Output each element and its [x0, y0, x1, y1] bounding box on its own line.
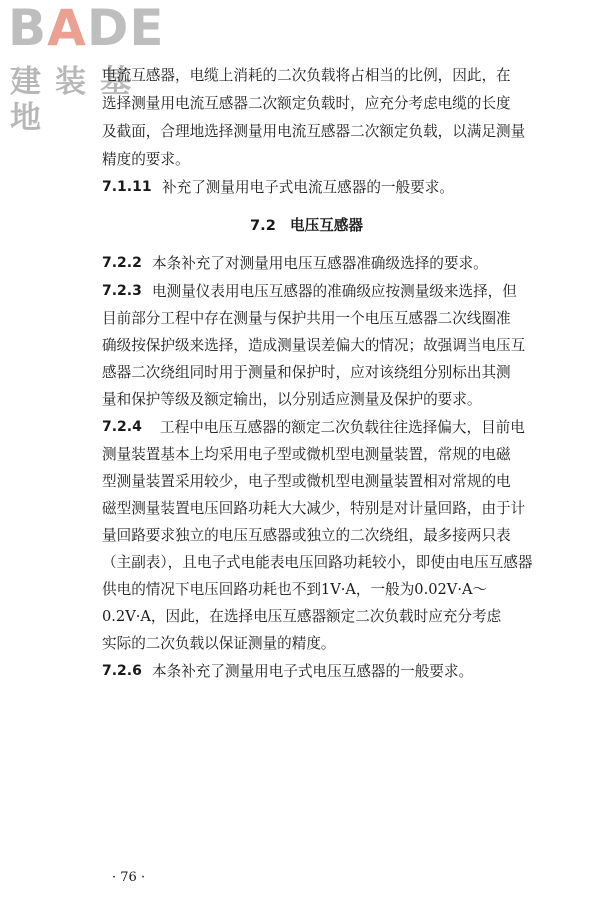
- clause-7-2-3: 7.2.3 电测量仪表用电压互感器的准确级应按测量级来选择，但: [0, 278, 600, 305]
- page-number: · 76 ·: [112, 870, 146, 885]
- text-line: 0.2V·A，因此，在选择电压互感器额定二次负载时应充分考虑: [102, 608, 502, 625]
- text-line: 磁型测量装置电压回路功耗大大减少，特别是对计量回路，由于计: [102, 500, 526, 517]
- text-line: 电流互感器，电缆上消耗的二次负载将占相当的比例，因此，在: [102, 67, 511, 84]
- text-line: 确级按保护级来选择，造成测量误差偏大的情况；故强调当电压互: [102, 337, 526, 354]
- text-line: 及截面，合理地选择测量用电流互感器二次额定负载，以满足测量: [102, 123, 526, 140]
- watermark-tagline: 建装基地: [10, 64, 145, 136]
- text-line: 型测量装置采用较少，电子型或微机型电测量装置相对常规的电: [102, 473, 511, 490]
- text-line: 目前部分工程中存在测量与保护共用一个电压互感器二次线圈准: [102, 310, 511, 327]
- text-line: （主副表），且电子式电能表电压回路功耗较小，即使由电压互感器: [102, 554, 533, 571]
- clause-7-2-2: 7.2.2 本条补充了对测量用电压互感器准确级选择的要求。: [0, 250, 600, 277]
- watermark-brand: BADE: [8, 0, 165, 57]
- clause-number: 7.2.3: [102, 283, 142, 299]
- clause-number: 7.2.6: [102, 663, 142, 679]
- text-line: 量和保护等级及额定输出，以分别适应测量及保护的要求。: [102, 391, 482, 408]
- section-heading-7-2: 7.2 电压互感器: [250, 217, 363, 234]
- text-line: 供电的情况下电压回路功耗也不到1V·A，一般为0.02V·A～: [102, 581, 488, 598]
- clause-number: 7.1.11: [102, 179, 152, 195]
- clause-7-2-6: 7.2.6 本条补充了测量用电子式电压互感器的一般要求。: [0, 658, 600, 685]
- text-line: 感器二次绕组同时用于测量和保护时，应对该绕组分别标出其测: [102, 364, 511, 381]
- text-line: 精度的要求。: [102, 151, 190, 168]
- text-line: 测量装置基本上均采用电子型或微机型电测量装置，常规的电磁: [102, 446, 511, 463]
- clause-7-2-4: 7.2.4 工程中电压互感器的额定二次负载往往选择偏大，目前电: [0, 414, 600, 441]
- text-line: 量回路要求独立的电压互感器或独立的二次绕组，最多接两只表: [102, 527, 511, 544]
- text-line: 选择测量用电流互感器二次额定负载时，应充分考虑电缆的长度: [102, 95, 511, 112]
- clause-number: 7.2.2: [102, 255, 142, 271]
- text-line: 实际的二次负载以保证测量的精度。: [102, 635, 336, 652]
- clause-7-1-11: 7.1.11 补充了测量用电子式电流互感器的一般要求。: [0, 174, 600, 201]
- clause-number: 7.2.4: [102, 419, 142, 435]
